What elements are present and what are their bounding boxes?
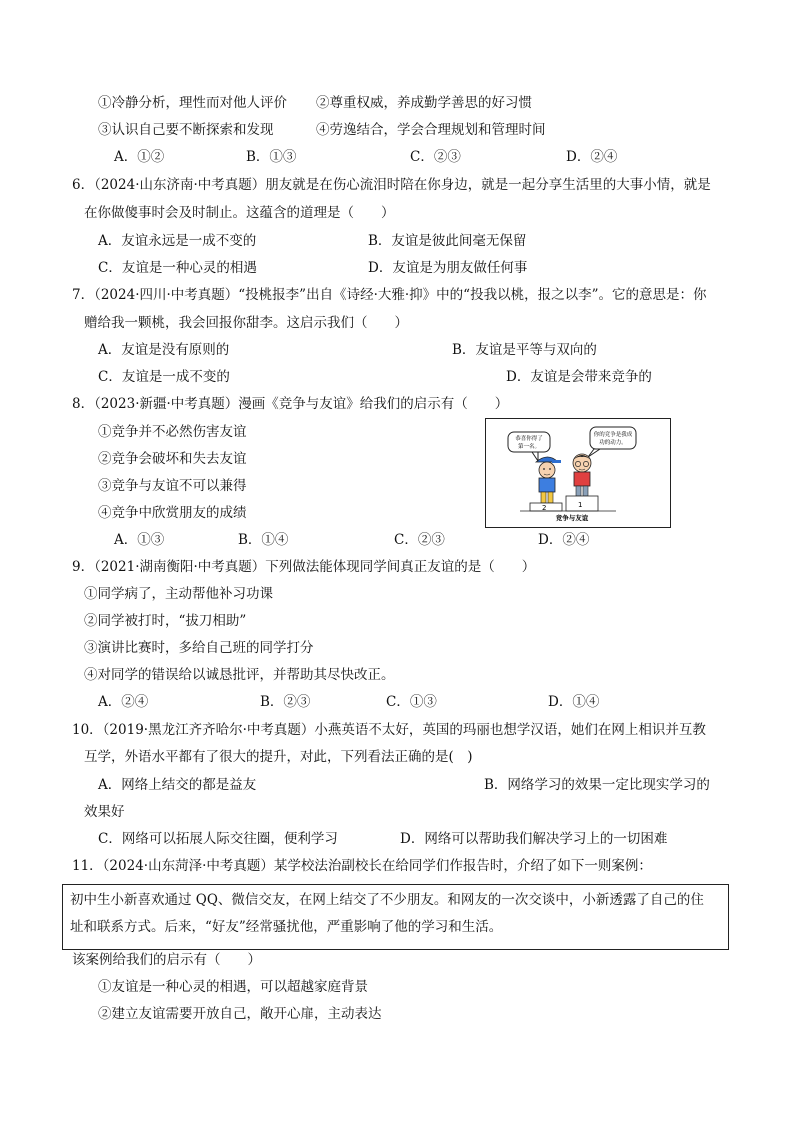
q5-option-b[interactable]: B．①③ <box>246 149 297 165</box>
q8-option-c[interactable]: C．②③ <box>394 532 445 548</box>
q7-stem-line2: 赠给我一颗桃，我会回报你甜李。这启示我们（ ） <box>84 315 408 331</box>
speech-left-line2: 第一名。 <box>517 444 541 450</box>
q10-stem-line2: 互学，外语水平都有了很大的提升，对此，下列看法正确的是( ) <box>84 749 473 765</box>
q6-option-b[interactable]: B．友谊是彼此间毫无保留 <box>368 233 527 249</box>
q8-stem: 8．（2023·新疆·中考真题）漫画《竞争与友谊》给我们的启示有（ ） <box>72 396 509 412</box>
q6-stem-line1: 6．（2024·山东济南·中考真题）朋友就是在伤心流泪时陪在你身边，就是一起分享生活里的大事小情，就是 <box>72 177 711 193</box>
q8-item-4: ④竞争中欣赏朋友的成绩 <box>98 505 247 521</box>
cartoon-caption: 竞争与友谊 <box>555 514 589 522</box>
q9-option-a[interactable]: A．②④ <box>98 694 149 710</box>
q6-option-d[interactable]: D．友谊是为朋友做任何事 <box>368 260 528 276</box>
q6-option-c[interactable]: C．友谊是一种心灵的相遇 <box>98 260 257 276</box>
q9-stem: 9．（2021·湖南衡阳·中考真题）下列做法能体现同学间真正友谊的是（ ） <box>72 559 536 575</box>
q5-item-4: ④劳逸结合，学会合理规划和管理时间 <box>316 122 546 138</box>
podium-right-number: 1 <box>578 501 583 509</box>
speech-left-line1: 恭喜你得了 <box>515 436 543 442</box>
q8-item-2: ②竞争会破坏和失去友谊 <box>98 451 247 467</box>
q8-option-a[interactable]: A．①③ <box>114 532 165 548</box>
q8-item-1: ①竞争并不必然伤害友谊 <box>98 424 247 440</box>
q5-option-c[interactable]: C．②③ <box>410 149 461 165</box>
q9-option-b[interactable]: B．②③ <box>260 694 311 710</box>
q9-option-c[interactable]: C．①③ <box>386 694 437 710</box>
q5-item-2: ②尊重权威，养成勤学善思的好习惯 <box>316 95 532 111</box>
q5-item-3: ③认识自己要不断探索和发现 <box>98 122 274 138</box>
q10-option-b[interactable]: B．网络学习的效果一定比现实学习的 <box>484 777 710 793</box>
q5-option-a[interactable]: A．①② <box>114 149 165 165</box>
q11-item-1: ①友谊是一种心灵的相遇，可以超越家庭背景 <box>98 979 368 995</box>
q8-item-3: ③竞争与友谊不可以兼得 <box>98 478 247 494</box>
q10-option-c[interactable]: C．网络可以拓展人际交往圈，便利学习 <box>98 831 338 847</box>
q11-item-2: ②建立友谊需要开放自己，敞开心扉，主动表达 <box>98 1006 382 1022</box>
q9-item-1: ①同学病了，主动帮他补习功课 <box>84 586 273 602</box>
speech-right-line1: 你的竞争是我成 <box>593 432 633 438</box>
q11-stem: 11．（2024·山东菏泽·中考真题）某学校法治副校长在给同学们作报告时，介绍了如下一则案例： <box>72 858 652 874</box>
q10-option-b-continued: 效果好 <box>84 804 125 820</box>
q7-stem-line1: 7．（2024·四川·中考真题）“投桃报李”出自《诗经·大雅·抑》中的“投我以桃，报之以李”。它的意思是：你 <box>72 287 707 303</box>
q10-option-a[interactable]: A．网络上结交的都是益友 <box>98 777 257 793</box>
q11-case-line1: 初中生小新喜欢通过 QQ、微信交友，在网上结交了不少朋友。和网友的一次交谈中，小新透露了自己的住 <box>70 892 704 908</box>
q11-case-line2: 址和联系方式。后来，“好友”经常骚扰他，严重影响了他的学习和生活。 <box>70 919 503 935</box>
q9-item-3: ③演讲比赛时，多给自己班的同学打分 <box>84 640 314 656</box>
q7-option-b[interactable]: B．友谊是平等与双向的 <box>452 342 597 358</box>
cartoon-illustration <box>486 419 669 526</box>
podium-left-number: 2 <box>542 504 547 512</box>
q6-stem-line2: 在你做傻事时会及时制止。这蕴含的道理是（ ） <box>84 205 395 221</box>
q10-stem-line1: 10．（2019·黑龙江齐齐哈尔·中考真题）小燕英语不太好，英国的玛丽也想学汉语，她们在网上相识并互教 <box>72 722 706 738</box>
q7-option-c[interactable]: C．友谊是一成不变的 <box>98 369 230 385</box>
boy-first-place <box>573 454 591 496</box>
q9-option-d[interactable]: D．①④ <box>548 694 600 710</box>
cartoon-competition-friendship <box>485 418 671 528</box>
q11-prompt: 该案例给我们的启示有（ ） <box>72 952 261 968</box>
q5-item-1: ①冷静分析，理性而对他人评价 <box>98 95 287 111</box>
q7-option-d[interactable]: D．友谊是会带来竞争的 <box>506 369 652 385</box>
speech-right-line2: 功的动力。 <box>599 440 627 446</box>
q10-option-d[interactable]: D．网络可以帮助我们解决学习上的一切困难 <box>400 831 668 847</box>
q8-option-d[interactable]: D．②④ <box>538 532 590 548</box>
q9-item-2: ②同学被打时，“拔刀相助” <box>84 613 247 629</box>
q5-option-d[interactable]: D．②④ <box>566 149 618 165</box>
boy-second-place <box>536 457 561 503</box>
q8-option-b[interactable]: B．①④ <box>238 532 289 548</box>
q7-option-a[interactable]: A．友谊是没有原则的 <box>98 342 230 358</box>
q9-item-4: ④对同学的错误给以诚恳批评，并帮助其尽快改正。 <box>84 667 395 683</box>
q6-option-a[interactable]: A．友谊永远是一成不变的 <box>98 233 257 249</box>
